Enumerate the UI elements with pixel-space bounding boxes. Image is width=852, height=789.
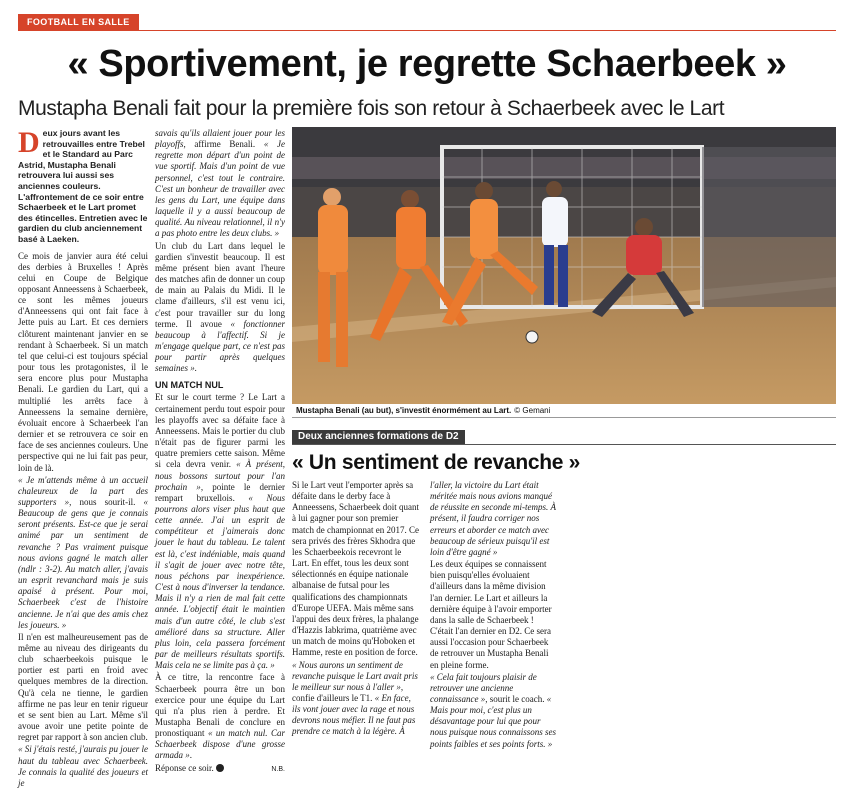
paragraph (155, 128, 285, 240)
box-column-2 (430, 480, 558, 749)
photo-caption (292, 404, 836, 418)
quote: « Je regrette mon départ d'un point de vue sportif. Mais d'un point de vue personnel, c'est tout le contraire. C'est un bonheur de travailler avec les gens du Lart, une équipe dans laquelle il y a aussi beaucoup de qualité. Au niveau relationnel, il n'y a pas photo entre les deux clubs. » (155, 139, 285, 239)
chapo-text: eux jours avant les retrouvailles entre Trebel et le Standard au Parc Astrid, Mustapha Benali retrouvera lui aussi ses anciennes couleurs. L'affrontement de ce soir entre Schaerbeek et le Lart promet des étincelles. Entretien avec le gardien du club anciennement basé à Laeken. (18, 128, 148, 244)
quote: « Je m'attends même à un accueil chaleureux de la part des supporters » (18, 474, 148, 507)
chapo (18, 128, 148, 245)
quote: « En face, ils vont jouer avec la rage et nous devrons nous méfier. Il ne faut pas prendre ce match à la légère. À (292, 692, 416, 737)
paragraph (430, 480, 558, 558)
quote: « Nous aurons un sentiment de revanche puisque le Lart avait pris le meilleur sur nous à l'aller » (292, 659, 418, 692)
paragraph (18, 475, 148, 631)
section-rule (18, 30, 836, 31)
quote: « Cela fait toujours plaisir de retrouver une ancienne connaissance » (430, 671, 537, 704)
headline: « Sportivement, je regrette Schaerbeek » (67, 43, 787, 85)
text: Et sur le court terme ? Le Lart a certainement perdu tout espoir pour les playoffs avec sa défaite face à Anneessens. Mais le portier du club n'était pas de figurer parmi les quatre premiers cette saison. Même si cela devra venir. (155, 392, 285, 470)
text: , sourit le coach. (485, 693, 547, 704)
text: Un club du Lart dans lequel le gardien s'investit beaucoup. Il est même présent bien avant l'heure des matches afin de donner un coup de main au Palais du Midi. Il le clame d'ailleurs, s'il est venu ici, c'est pour travailler sur du long terme. Il avoue (155, 240, 285, 329)
paragraph (155, 392, 285, 671)
text: , affirme Benali. (183, 139, 264, 150)
match-photo (292, 127, 836, 404)
quote: « fonctionner beaucoup à l'affectif. Si je m'engage quelque part, ce n'est pas pour partir après quelques semaines ». (155, 318, 285, 374)
paragraph: Si le Lart veut l'emporter après sa défaite dans le derby face à Anneessens, Schaerbeek doit quant à lui gagner pour son premier match de championnat en 2017. Ce sera privés des frères Skhodra que les Schaerbeekois recevront le Lart. En effet, tous les deux sont sélectionnés en équipe nationale albanaise de futsal pour les qualifications des championnats d'Europe UEFA. Mais même sans l'appui des deux frères, la phalange d'Hazzis Iabkrima, quatrième avec un match de moins qu'Hoboken et Hamme, reste en position de force. (292, 480, 419, 658)
paragraph: Les deux équipes se connaissent bien puisqu'elles évoluaient d'ailleurs dans la même division l'an dernier. Le Lart et ailleurs la dernière équipe à l'avoir emporter dans la salle de Schaerbeek ! C'était l'an dernier en D2. Ce sera aussi l'occasion pour Schaerbeek de retrouver un Mustapha Benali en pleine forme. (430, 559, 552, 670)
quote: « Beaucoup de gens que je connais seront présents. Est-ce que je serai animé par un sentiment de revanche ? Pas vraiment puisque nous avions gagné le match aller (ndlr : 3-2). Au match aller, j'avais un esprit revanchard mais je suis apaisé à présent. Pour moi, Schaerbeek c'est de l'histoire ancienne. Je n'ai que des amis chez les joueurs. » (18, 496, 148, 630)
end-mark-icon (216, 764, 224, 772)
box-title: « Un sentiment de revanche » (292, 451, 581, 474)
section-tag: FOOTBALL EN SALLE (18, 14, 139, 30)
paragraph (18, 744, 148, 789)
text: , nous sourit-il. (69, 496, 136, 507)
photo-credit: © Gemani (514, 406, 551, 415)
paragraph (155, 241, 285, 375)
paragraph (155, 763, 285, 774)
text: , pointe le dernier rempart bruxellois. (155, 481, 285, 503)
box-tag: Deux anciennes formations de D2 (292, 430, 465, 444)
photo-illustration (292, 127, 836, 404)
quote: « À présent, nous bossons surtout pour l'an prochain » (155, 459, 285, 492)
text: . (189, 750, 193, 761)
paragraph: Ce mois de janvier aura été celui des derbies à Bruxelles ! Après celui en Coupe de Belgique opposant Anneessens à Schaerbeek, ce sont les mêmes joueurs d'Anneessens qui ont fait face à Jette puis au Lart. Et ces derniers clôturent maintenant janvier en se rendant à Schaerbeek. Si un match tel que celui-ci est toujours spécial pour tous les protagonistes, il le sera encore plus pour Mustapha Benali. Le gardien du Lart, qui a multiplié les arrêts face à Anneessens la semaine dernière, évoluait encore à Schaerbeek l'an dernier et se retrouvera ce soir en face de ses anciennes couleurs. Une perspective qui ne lui fait pas peur, loin de là. (18, 250, 148, 473)
drop-cap: D (18, 126, 40, 159)
quote: savais qu'ils allaient jouer pour les playoffs (155, 128, 285, 150)
paragraph (155, 672, 285, 761)
text: Réponse ce soir. (155, 762, 214, 773)
article-column-2 (155, 128, 285, 773)
text: À ce titre, la rencontre face à Schaerbeek pourra être un bon exercice pour une équipe du Lart qui n'a plus rien à perdre. Et Mustapha Benali de conclure en pronostiquant (155, 672, 285, 739)
quote: « Si j'étais resté, j'aurais pu jouer le haut du tableau avec Schaerbeek. Je connais la qualité des joueurs et je (18, 744, 149, 788)
article-column-1 (18, 126, 149, 788)
quote: « un match nul. Car Schaerbeek dispose d'une grosse armada » (155, 728, 285, 761)
quote: « Nous pourrons alors viser plus haut que cette année. J'ai un esprit de compétiteur et j'aimerais donc jouer le haut du tableau. Le talent est là, c'est indéniable, mais quand il s'agit de jouer avec notre tête, nous péchons par inexpérience. C'est à nous d'inverser la tendance. Mais il n'y a rien de mal fait cette année. L'objectif était le maintien mais d'un autre côté, le club s'est amélioré dans sa structure. Aller plus loin, cela passera forcément par de meilleurs résultats sportifs. Mais cela ne se limite pas à ça. » (155, 492, 285, 671)
caption-text: Mustapha Benali (au but), s'investit énormément au Lart. (296, 406, 512, 415)
paragraph (292, 660, 420, 738)
box-rule (292, 444, 836, 445)
paragraph: Il n'en est malheureusement pas de même au niveau des dirigeants du club schaerbeekois puisque le portier est parti en froid avec quelques membres de la direction. Qu'à cela ne tienne, le gardien affirme ne pas leur en tenir rigueur et se sent bien au Lart. Même s'il avoue avoir une petite pointe de regret par rapport à son ancien club. (18, 631, 148, 743)
quote: l'aller, la victoire du Lart était méritée mais nous avions manqué de réussite en seconde mi-temps. À présent, il faudra corriger nos erreurs et aborder ce match avec beaucoup de sérieux puisqu'il est loin d'être gagné » (430, 480, 556, 557)
subtitle: Mustapha Benali fait pour la première fois son retour à Schaerbeek avec le Lart (18, 97, 725, 120)
intertitle: UN MATCH NUL (155, 380, 224, 391)
paragraph (430, 672, 558, 750)
quote: « Mais pour moi, c'est plus un désavantage pour lui que pour nous puisque nous connaissons ses points faibles et ses points forts. » (430, 693, 557, 749)
box-column-1 (292, 480, 420, 738)
author-signature: N.B. (271, 765, 285, 773)
text: , confie d'ailleurs le T1. (292, 681, 404, 703)
